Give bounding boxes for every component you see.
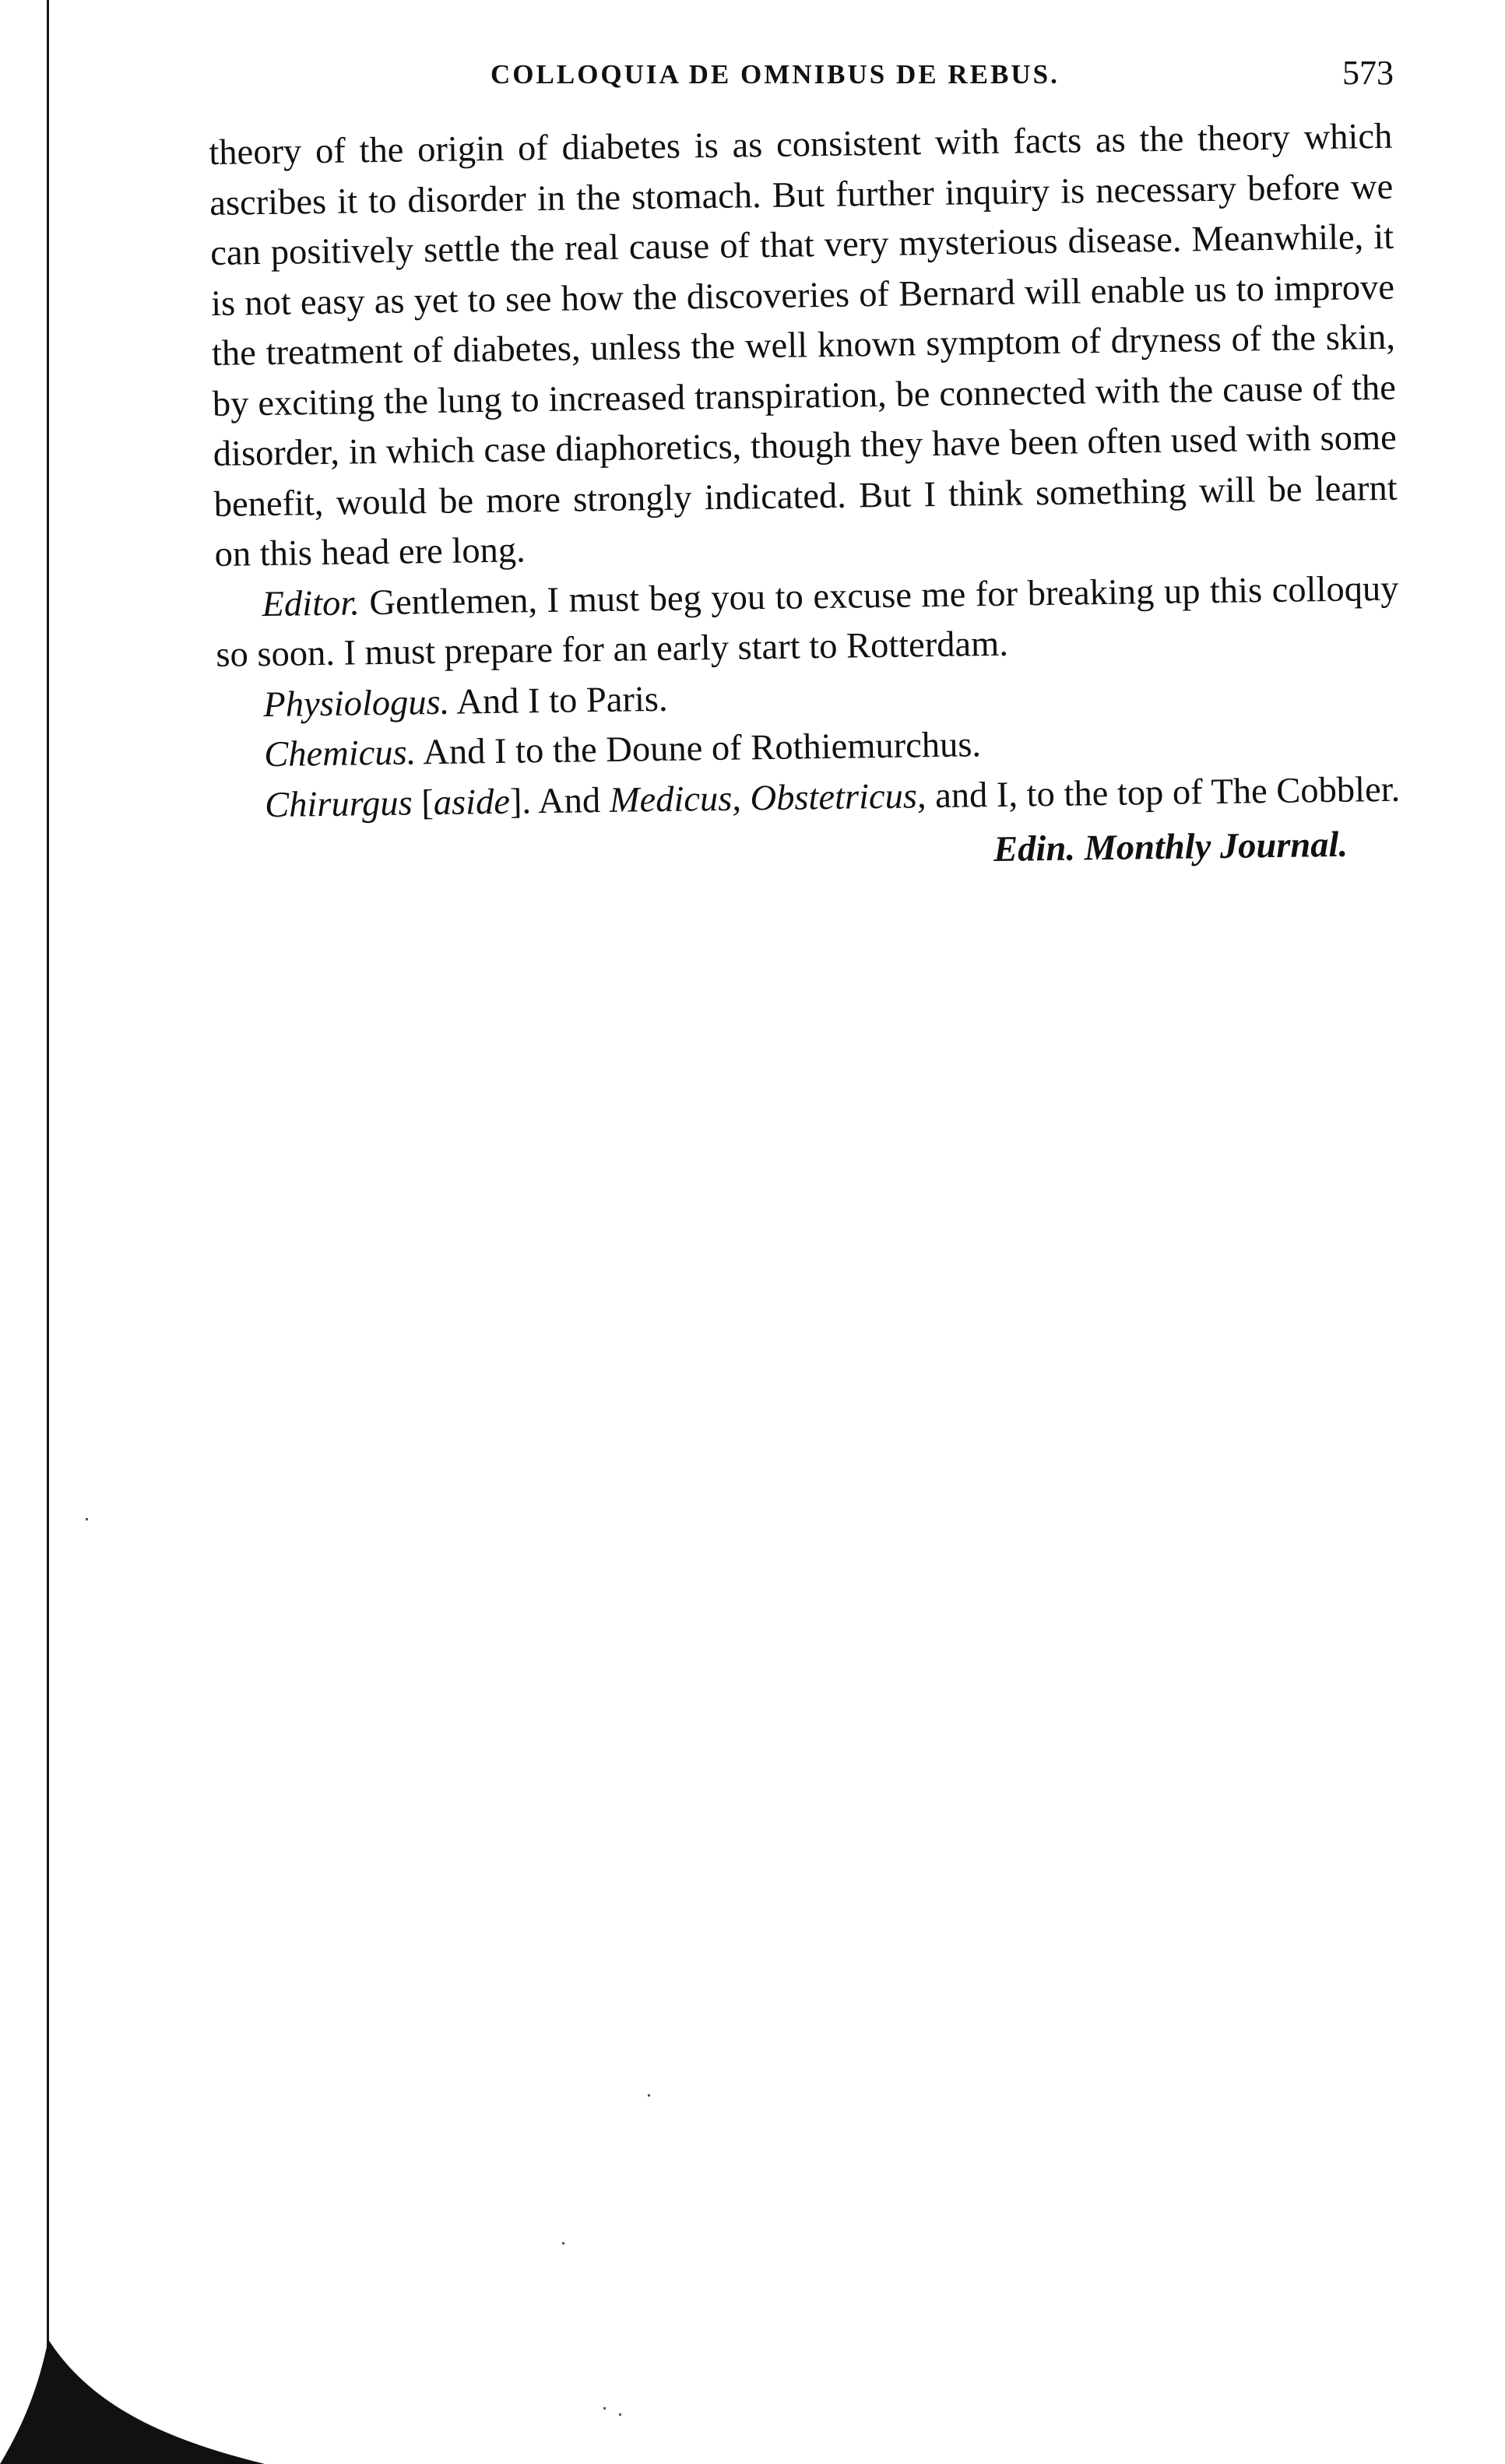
source-attribution: Edin. Monthly Journal. [993, 824, 1349, 870]
speaker-name: Editor. [262, 582, 360, 624]
speech-text: . And [522, 780, 610, 821]
speech-text: And I to the Doune of Rothiemurchus. [422, 725, 982, 773]
stage-direction: aside [433, 782, 511, 823]
character-name: Obstetricus, [750, 775, 927, 818]
speaker-name: Chemicus. [263, 733, 417, 775]
scan-speck [619, 2413, 621, 2416]
speaker-name: Chirurgus [264, 782, 413, 825]
page-binding-edge [47, 0, 49, 2464]
page-body [209, 112, 1402, 887]
scan-speck [86, 1518, 88, 1520]
opening-paragraph: theory of the origin of diabetes is as consistent with facts as the theory which ascribes it to disorder in the stomach. But further inquiry is necessary before we can positively settle the real cause of that very mysterious disease. Meanwhile, it is not easy as yet to see how the discoveries of Bernard will enable us to improve the treatment of diabetes, unless the well known symptom of dryness of the skin, by exciting the lung to increased transpiration, be connected with the cause of the disorder, in which case diaphoretics, though they have been often used with some benefit, would be more strongly indicated. But I think something will be learnt on this head ere long. [209, 116, 1398, 575]
page-number: 573 [1342, 54, 1394, 92]
stage-direction-open: [ [420, 782, 434, 823]
speech-text: Gentlemen, I must beg you to excuse me for breaking up this colloquy so soon. I must prepare for an early start to Rotterdam. [216, 568, 1399, 675]
speech-text: And I to Paris. [455, 679, 668, 722]
running-title: COLLOQUIA DE OMNIBUS DE REBUS. [491, 59, 1060, 90]
scan-speck [648, 2094, 650, 2097]
speaker-name: Physiologus. [262, 682, 450, 725]
speech-text: and I, to the top of The Cobbler. [926, 769, 1401, 816]
speech-editor [215, 564, 1400, 680]
page-curl-shadow [0, 2207, 265, 2464]
running-header [420, 53, 1394, 107]
scan-speck [562, 2242, 564, 2244]
scan-speck [603, 2407, 606, 2410]
character-name: Medicus, [609, 779, 742, 821]
stage-direction-close: ] [509, 781, 522, 822]
